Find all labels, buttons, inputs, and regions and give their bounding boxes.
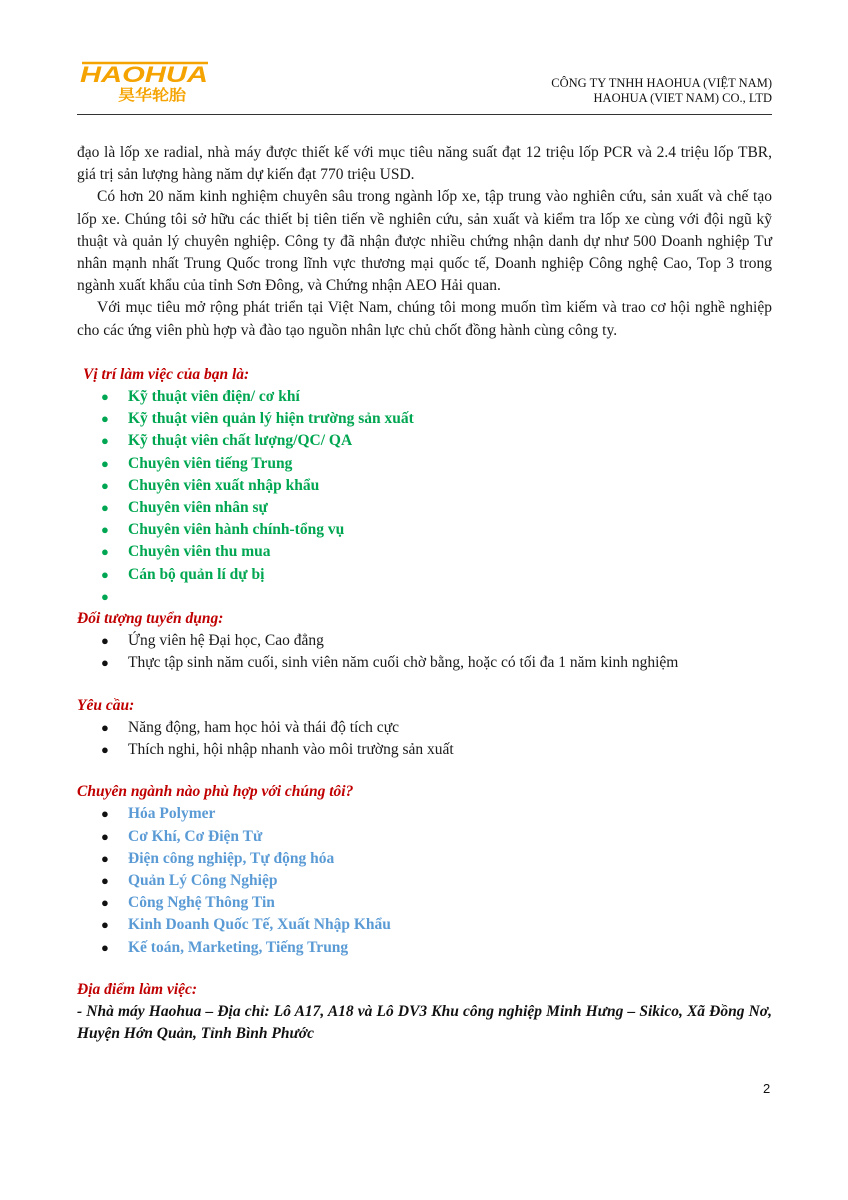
header-divider — [77, 114, 772, 115]
list-item: ● Cơ Khí, Cơ Điện Tử — [77, 826, 772, 848]
company-name-block — [551, 76, 772, 106]
list-item: ● Năng động, ham học hỏi và thái độ tích cực — [77, 717, 772, 739]
list-item: ● Kỹ thuật viên điện/ cơ khí — [77, 386, 772, 408]
bullet-icon: ● — [101, 806, 109, 822]
svg-text:HAOHUA: HAOHUA — [80, 62, 208, 87]
bullet-icon: ● — [101, 411, 109, 427]
list-item: ● Chuyên viên tiếng Trung — [77, 453, 772, 475]
list-item: ● Kỹ thuật viên chất lượng/QC/ QA — [77, 430, 772, 452]
list-item: ● Công Nghệ Thông Tin — [77, 892, 772, 914]
list-item: ● Chuyên viên xuất nhập khẩu — [77, 475, 772, 497]
list-item: ● Kế toán, Marketing, Tiếng Trung — [77, 937, 772, 959]
targets-heading: Đối tượng tuyển dụng: — [77, 610, 224, 628]
bullet-icon: ● — [101, 655, 109, 671]
location-heading: Địa điểm làm việc: — [77, 980, 198, 998]
intro-paragraph-3: Với mục tiêu mở rộng phát triển tại Việt Nam, chúng tôi mong muốn tìm kiếm và trao cơ hội nghề nghiệp cho các ứng viên phù hợp và đào tạo nguồn nhân lực chủ chốt đồng hành cùng công ty. — [77, 299, 772, 339]
positions-heading: Vị trí làm việc của bạn là: — [83, 365, 250, 383]
bullet-icon: ● — [101, 544, 109, 560]
majors-list — [77, 803, 772, 958]
list-item: ● Điện công nghiệp, Tự động hóa — [77, 848, 772, 870]
positions-list — [77, 386, 772, 608]
location-address: - Nhà máy Haohua – Địa chỉ: Lô A17, A18 và Lô DV3 Khu công nghiệp Minh Hưng – Sikico, Xã Đồng Nơ, Huyện Hớn Quản, Tỉnh Bình Phước — [77, 1003, 772, 1043]
company-name-vietnamese: CÔNG TY TNHH HAOHUA (VIỆT NAM) — [551, 76, 772, 90]
bullet-icon: ● — [101, 850, 109, 866]
bullet-icon: ● — [101, 633, 109, 649]
requirements-list — [77, 717, 772, 761]
bullet-icon: ● — [101, 588, 109, 604]
list-item: ● Ứng viên hệ Đại học, Cao đẳng — [77, 630, 772, 652]
bullet-icon: ● — [101, 742, 109, 758]
bullet-icon: ● — [101, 455, 109, 471]
bullet-icon: ● — [101, 939, 109, 955]
haohua-logo-graphic — [78, 58, 210, 104]
bullet-icon: ● — [101, 389, 109, 405]
intro-paragraph-2: Có hơn 20 năm kinh nghiệm chuyên sâu trong ngành lốp xe, tập trung vào nghiên cứu, sản xuất và chế tạo lốp xe. Chúng tôi sở hữu các thiết bị tiên tiến về nghiên cứu, sản xuất và kiểm tra lốp xe cùng với đội ngũ kỹ thuật và quản lý chuyên nghiệp. Công ty đã nhận được nhiều chứng nhận danh dự như 500 Doanh nghiệp Tư nhân mạnh nhất Trung Quốc trong lĩnh vực thương mại quốc tế, Doanh nghiệp Công nghệ Cao, Top 3 trong ngành xuất khẩu của tỉnh Sơn Đông, và Chứng nhận AEO Hải quan. — [77, 188, 772, 295]
list-item: ● Chuyên viên nhân sự — [77, 497, 772, 519]
bullet-icon: ● — [101, 719, 109, 735]
list-item: ● Kỹ thuật viên quản lý hiện trường sản xuất — [77, 408, 772, 430]
majors-heading: Chuyên ngành nào phù hợp với chúng tôi? — [77, 783, 354, 801]
bullet-icon: ● — [101, 566, 109, 582]
page-number: 2 — [763, 1081, 771, 1096]
bullet-icon: ● — [101, 873, 109, 889]
document-body — [77, 142, 772, 1046]
intro-paragraph-1: đạo là lốp xe radial, nhà máy được thiết kế với mục tiêu năng suất đạt 12 triệu lốp PCR và 2.4 triệu lốp TBR, giá trị sản lượng hàng năm dự kiến đạt 770 triệu USD. — [77, 144, 772, 184]
list-item: ● Thực tập sinh năm cuối, sinh viên năm cuối chờ bằng, hoặc có tối đa 1 năm kinh nghiệm — [77, 652, 772, 674]
targets-list — [77, 630, 772, 674]
bullet-icon: ● — [101, 522, 109, 538]
bullet-icon: ● — [101, 477, 109, 493]
list-item — [77, 586, 772, 608]
list-item: ● Kinh Doanh Quốc Tế, Xuất Nhập Khẩu — [77, 914, 772, 936]
company-name-english: HAOHUA (VIET NAM) CO., LTD — [593, 91, 772, 105]
requirements-heading: Yêu cầu: — [77, 696, 135, 714]
bullet-icon: ● — [101, 433, 109, 449]
bullet-icon: ● — [101, 895, 109, 911]
company-logo — [78, 58, 210, 104]
list-item: ● Chuyên viên hành chính-tổng vụ — [77, 519, 772, 541]
list-item: ● Quản Lý Công Nghiệp — [77, 870, 772, 892]
svg-text:昊华轮胎: 昊华轮胎 — [118, 86, 188, 104]
list-item: ● Hóa Polymer — [77, 803, 772, 825]
list-item: ● Chuyên viên thu mua — [77, 541, 772, 563]
list-item: ● Thích nghi, hội nhập nhanh vào môi trường sản xuất — [77, 739, 772, 761]
bullet-icon: ● — [101, 500, 109, 516]
bullet-icon: ● — [101, 917, 109, 933]
list-item: ● Cán bộ quản lí dự bị — [77, 564, 772, 586]
bullet-icon: ● — [101, 828, 109, 844]
